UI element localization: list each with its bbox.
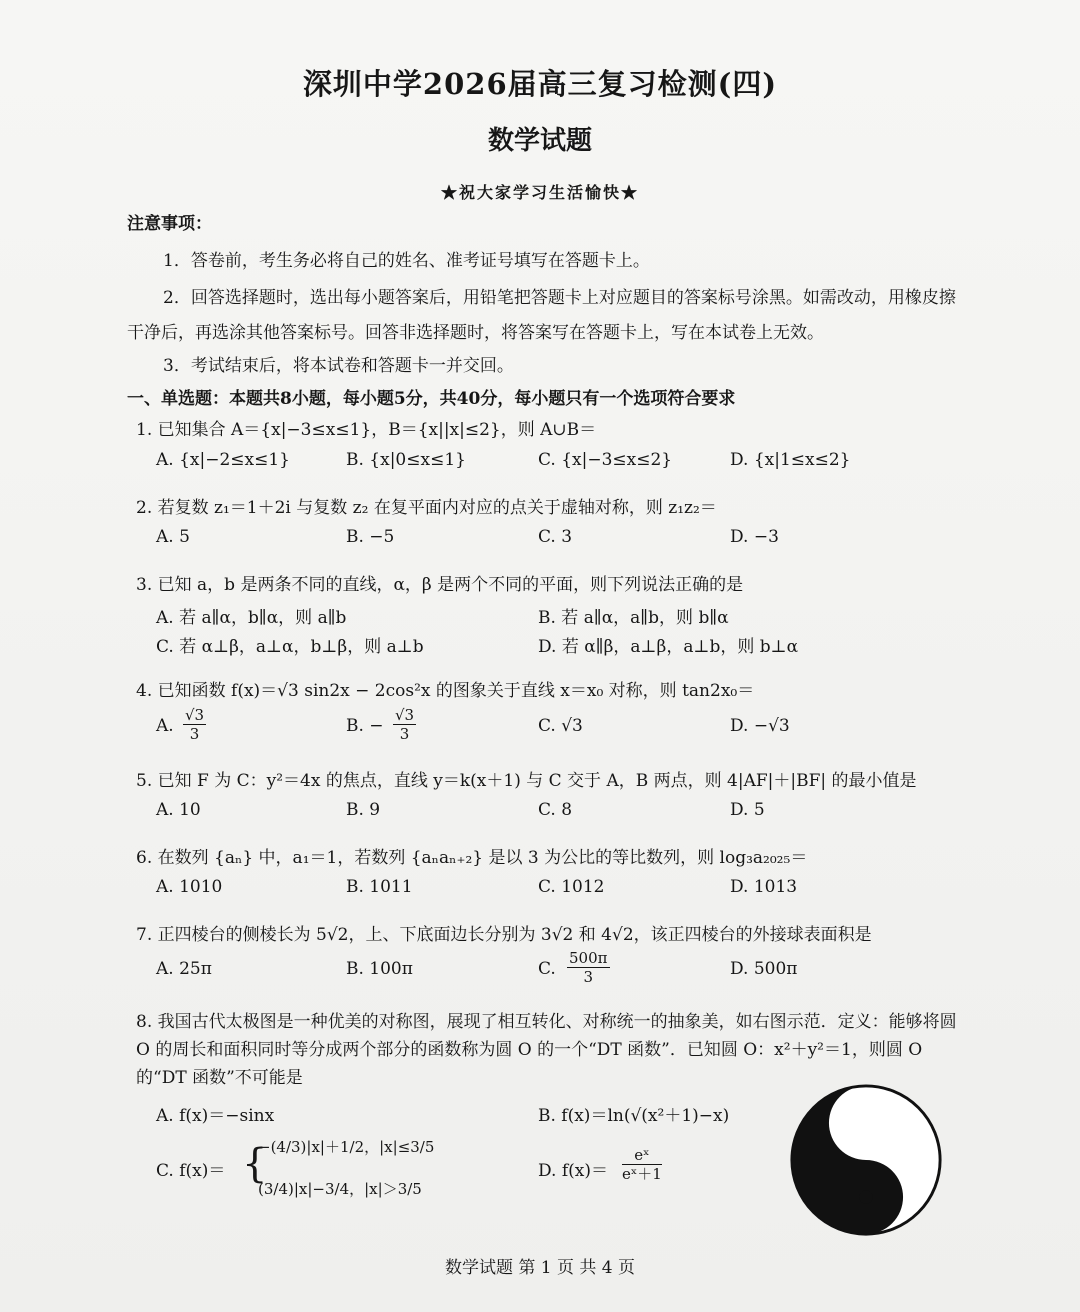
question-7-option-b: B. 100π xyxy=(346,959,413,979)
taiji-dark-dot xyxy=(859,1190,873,1204)
fraction-denominator: eˣ＋1 xyxy=(622,1165,662,1183)
notice-heading: 注意事项： xyxy=(127,214,212,234)
section-heading: 一、单选题：本题共8小题，每小题5分，共40分，每小题只有一个选项符合要求 xyxy=(127,389,736,409)
question-2-option-a: A. 5 xyxy=(156,527,190,547)
fraction-numerator: √3 xyxy=(185,706,205,724)
question-8-option-b: B. f(x)＝ln(√(x²＋1)−x) xyxy=(538,1106,730,1126)
question-2-option-d: D. −3 xyxy=(730,527,779,547)
question-4-option-d: D. −√3 xyxy=(730,716,790,736)
piecewise-row-1: −(4/3)|x|＋1/2，|x|≤3/5 xyxy=(258,1138,435,1156)
question-4-option-b: B. − xyxy=(346,716,384,736)
fraction-denominator: 3 xyxy=(399,725,410,743)
piecewise-row-2: (3/4)|x|−3/4，|x|＞3/5 xyxy=(258,1180,422,1198)
question-3-option-b: B. 若 a∥α，a∥b，则 b∥α xyxy=(538,608,729,628)
exam-subtitle: 数学试题 xyxy=(487,126,592,156)
question-1-option-a: A. {x|−2≤x≤1} xyxy=(156,450,290,470)
question-6-stem: 6. 在数列 {aₙ} 中，a₁＝1，若数列 {aₙaₙ₊₂} 是以 3 为公比的等比数列，则 log₃a₂₀₂₅＝ xyxy=(136,848,808,868)
question-8-stem: 8. 我国古代太极图是一种优美的对称图，展现了相互转化、对称统一的抽象美，如右图示范．定义：能够将圆 O 的周长和面积同时等分成两个部分的函数称为圆 O 的一个“DT 函数”．已知圆 O：x²＋y²＝1，则圆 O 的“DT 函数”不可能是 xyxy=(136,1012,957,1088)
question-5-option-b: B. 9 xyxy=(346,800,381,820)
question-1-option-c: C. {x|−3≤x≤2} xyxy=(538,450,673,470)
fraction-denominator: 3 xyxy=(583,968,594,986)
question-6-option-a: A. 1010 xyxy=(156,877,223,897)
question-7-stem: 7. 正四棱台的侧棱长为 5√2，上、下底面边长分别为 3√2 和 4√2，该正四棱台的外接球表面积是 xyxy=(136,925,872,945)
question-1-stem: 1. 已知集合 A＝{x|−3≤x≤1}，B＝{x||x|≤2}，则 A∪B＝ xyxy=(136,420,597,440)
exam-title: 深圳中学2026届高三复习检测(四) xyxy=(302,67,778,101)
question-2-option-b: B. −5 xyxy=(346,527,395,547)
taiji-figure xyxy=(788,1082,944,1238)
question-5-option-d: D. 5 xyxy=(730,800,765,820)
question-3-option-c: C. 若 α⊥β，a⊥α，b⊥β，则 a⊥b xyxy=(156,637,424,657)
question-8-option-a: A. f(x)＝−sinx xyxy=(156,1106,275,1126)
fraction-numerator: eˣ xyxy=(622,1146,662,1165)
motto: ★祝大家学习生活愉快★ xyxy=(440,183,639,202)
question-5-option-a: A. 10 xyxy=(156,800,201,820)
notice-item-2: 2．回答选择题时，选出每小题答案后，用铅笔把答题卡上对应题目的答案标号涂黑。如需改动，用橡皮擦干净后，再选涂其他答案标号。回答非选择题时，将答案写在答题卡上，写在本试卷上无效。 xyxy=(127,288,956,343)
question-8-option-d-fraction xyxy=(622,1146,662,1183)
question-4-option-c: C. √3 xyxy=(538,716,583,736)
question-4-stem: 4. 已知函数 f(x)＝√3 sin2x − 2cos²x 的图象关于直线 x＝x₀ 对称，则 tan2x₀＝ xyxy=(136,681,755,701)
question-6-option-d: D. 1013 xyxy=(730,877,798,897)
question-1-option-b: B. {x|0≤x≤1} xyxy=(346,450,466,470)
question-2-option-c: C. 3 xyxy=(538,527,573,547)
question-2-stem: 2. 若复数 z₁＝1＋2i 与复数 z₂ 在复平面内对应的点关于虚轴对称，则 z₁z₂＝ xyxy=(136,498,717,518)
question-5-stem: 5. 已知 F 为 C：y²＝4x 的焦点，直线 y＝k(x＋1) 与 C 交于 A，B 两点，则 4|AF|＋|BF| 的最小值是 xyxy=(136,771,917,791)
piecewise-brace: { xyxy=(242,1141,268,1187)
fraction-numerator: √3 xyxy=(395,706,415,724)
page-footer: 数学试题 第 1 页 共 4 页 xyxy=(444,1258,636,1278)
notice-item-1: 1．答卷前，考生务必将自己的姓名、准考证号填写在答题卡上。 xyxy=(163,251,650,271)
taiji-light-dot xyxy=(859,1116,873,1130)
question-4-option-a-fraction xyxy=(183,706,206,743)
question-6-option-b: B. 1011 xyxy=(346,877,413,897)
fraction-denominator: 3 xyxy=(189,725,200,743)
question-8-option-c: C. f(x)＝ xyxy=(156,1161,226,1181)
question-7-option-d: D. 500π xyxy=(730,959,798,979)
question-3-option-a: A. 若 a∥α，b∥α，则 a∥b xyxy=(156,608,347,628)
question-4-option-b-fraction xyxy=(393,706,416,743)
question-4-option-a: A. xyxy=(156,716,174,736)
notice-item-3: 3．考试结束后，将本试卷和答题卡一并交回。 xyxy=(163,356,514,376)
fraction-numerator: 500π xyxy=(569,949,608,967)
question-7-option-c: C. xyxy=(538,959,556,979)
question-1-option-d: D. {x|1≤x≤2} xyxy=(730,450,851,470)
question-6-option-c: C. 1012 xyxy=(538,877,605,897)
question-3-option-d: D. 若 α∥β，a⊥β，a⊥b，则 b⊥α xyxy=(538,637,799,657)
question-8-option-d: D. f(x)＝ xyxy=(538,1161,608,1181)
question-7-option-c-fraction xyxy=(567,949,610,986)
question-7-option-a: A. 25π xyxy=(156,959,212,979)
question-3-stem: 3. 已知 a，b 是两条不同的直线，α，β 是两个不同的平面，则下列说法正确的是 xyxy=(136,575,744,595)
question-5-option-c: C. 8 xyxy=(538,800,573,820)
